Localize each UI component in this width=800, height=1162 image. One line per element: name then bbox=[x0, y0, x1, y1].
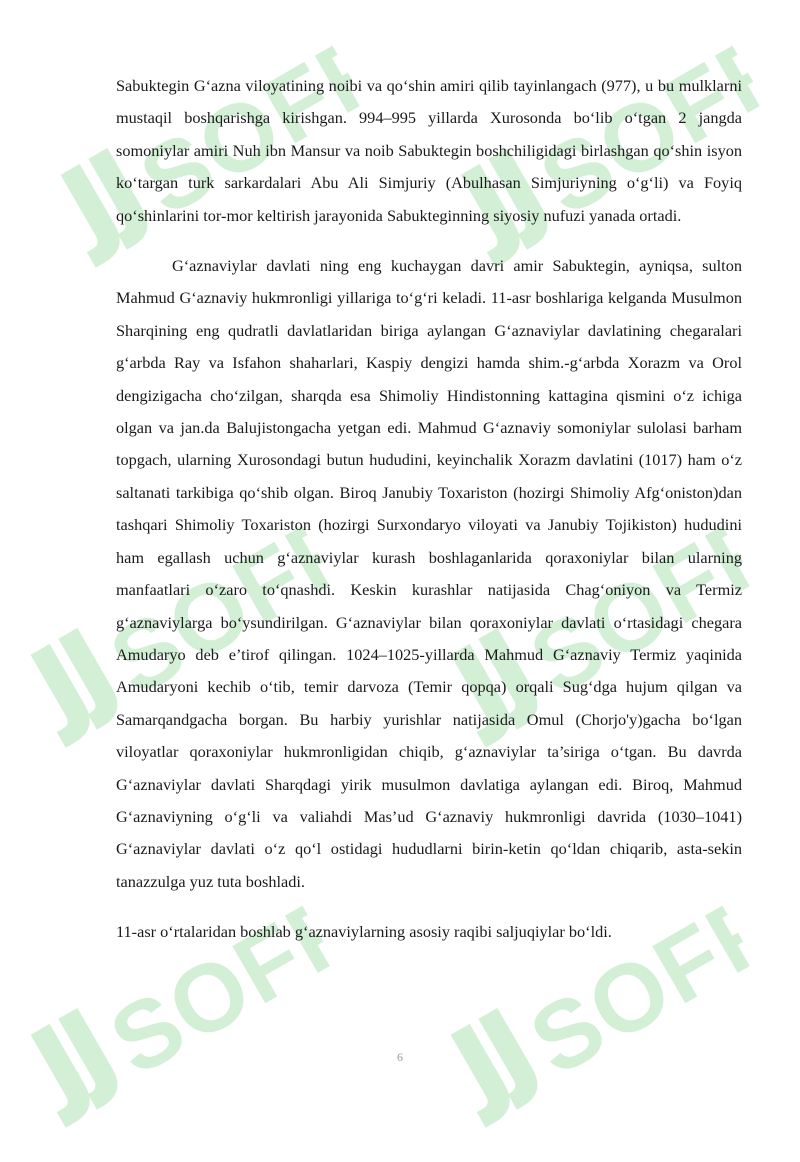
page-number: 6 bbox=[397, 1050, 403, 1064]
paragraph-3: 11-asr o‘rtalaridan boshlab g‘aznaviylarning asosiy raqibi saljuqiylar bo‘ldi. bbox=[116, 922, 612, 942]
paragraph-1: Sabuktegin G‘azna viloyatining noibi va qo‘shin amiri qilib tayinlangach (977), u bu mulklarni mustaqil boshqarishga kirishgan. 994–995 yillarda Xurosonda bo‘lib o‘tgan 2 jangda somoniylar amiri Nuh ibn Mansur va noib Sabuktegin boshchiligidagi birlashgan qo‘shin isyon ko‘targan turk sarkardalari Abu Ali Simjuriy (Abulhasan Simjuriyning o‘g‘li) va Foyiq qo‘shinlarini tor-mor keltirish jarayonida Sabukteginning siyosiy nufuzi yanada ortadi. bbox=[116, 76, 742, 225]
paragraph-2: G‘aznaviylar davlati ning eng kuchaygan davri amir Sabuktegin, ayniqsa, sulton Mahmud G‘aznaviy hukmronligi yillariga to‘g‘ri keladi. 11-asr boshlariga kelganda Musulmon Sharqining eng qudratli davlatlaridan biriga aylangan G‘aznaviylar davlatining chegaralari g‘arbda Ray va Isfahon shaharlari, Kaspiy dengizi hamda shim.-g‘arbda Xorazm va Orol dengizigacha cho‘zilgan, sharqda esa Shimoliy Hindistonning kattagina qismini o‘z ichiga olgan va jan.da Balujistongacha yetgan edi. Mahmud G‘aznaviy somoniylar sulolasi barham topgach, ularning Xurosondagi butun hududini, keyinchalik Xorazm davlatini (1017) ham o‘z saltanati tarkibiga qo‘shib olgan. Biroq Janubiy Toxariston (hozirgi Shimoliy Afg‘oniston)dan tashqari Shimoliy Toxariston (hozirgi Surxondaryo viloyati va Janubiy Tojikiston) hududini ham egallash uchun g‘aznaviylar kurash boshlaganlarida qoraxoniylar bilan ularning manfaatlari o‘zaro to‘qnashdi. Keskin kurashlar natijasida Chag‘oniyon va Termiz g‘aznaviylarga bo‘ysundirilgan. G‘aznaviylar bilan qoraxoniylar davlati o‘rtasidagi chegara Amudaryo deb e’tirof qilingan. 1024–1025-yillarda Mahmud G‘aznaviy Termiz yaqinida Amudaryoni kechib o‘tib, temir darvoza (Temir qopqa) orqali Sug‘dga hujum qilgan va Samarqandgacha borgan. Bu harbiy yurishlar natijasida Omul (Chorjo'y)gacha bo‘lgan viloyatlar qoraxoniylar hukmronligidan chiqib, g‘aznaviylar ta’siriga o‘tgan. Bu davrda G‘aznaviylar davlati Sharqdagi yirik musulmon davlatiga aylangan edi. Biroq, Mahmud G‘aznaviyning o‘g‘li va valiahdi Mas’ud G‘aznaviy hukmronligi davrida (1030–1041) G‘aznaviylar davlati o‘z qo‘l ostidagi hududlarni birin-ketin qo‘ldan chiqarib, asta-sekin tanazzulga yuz tuta boshladi. bbox=[116, 256, 742, 891]
body-text bbox=[116, 70, 742, 949]
